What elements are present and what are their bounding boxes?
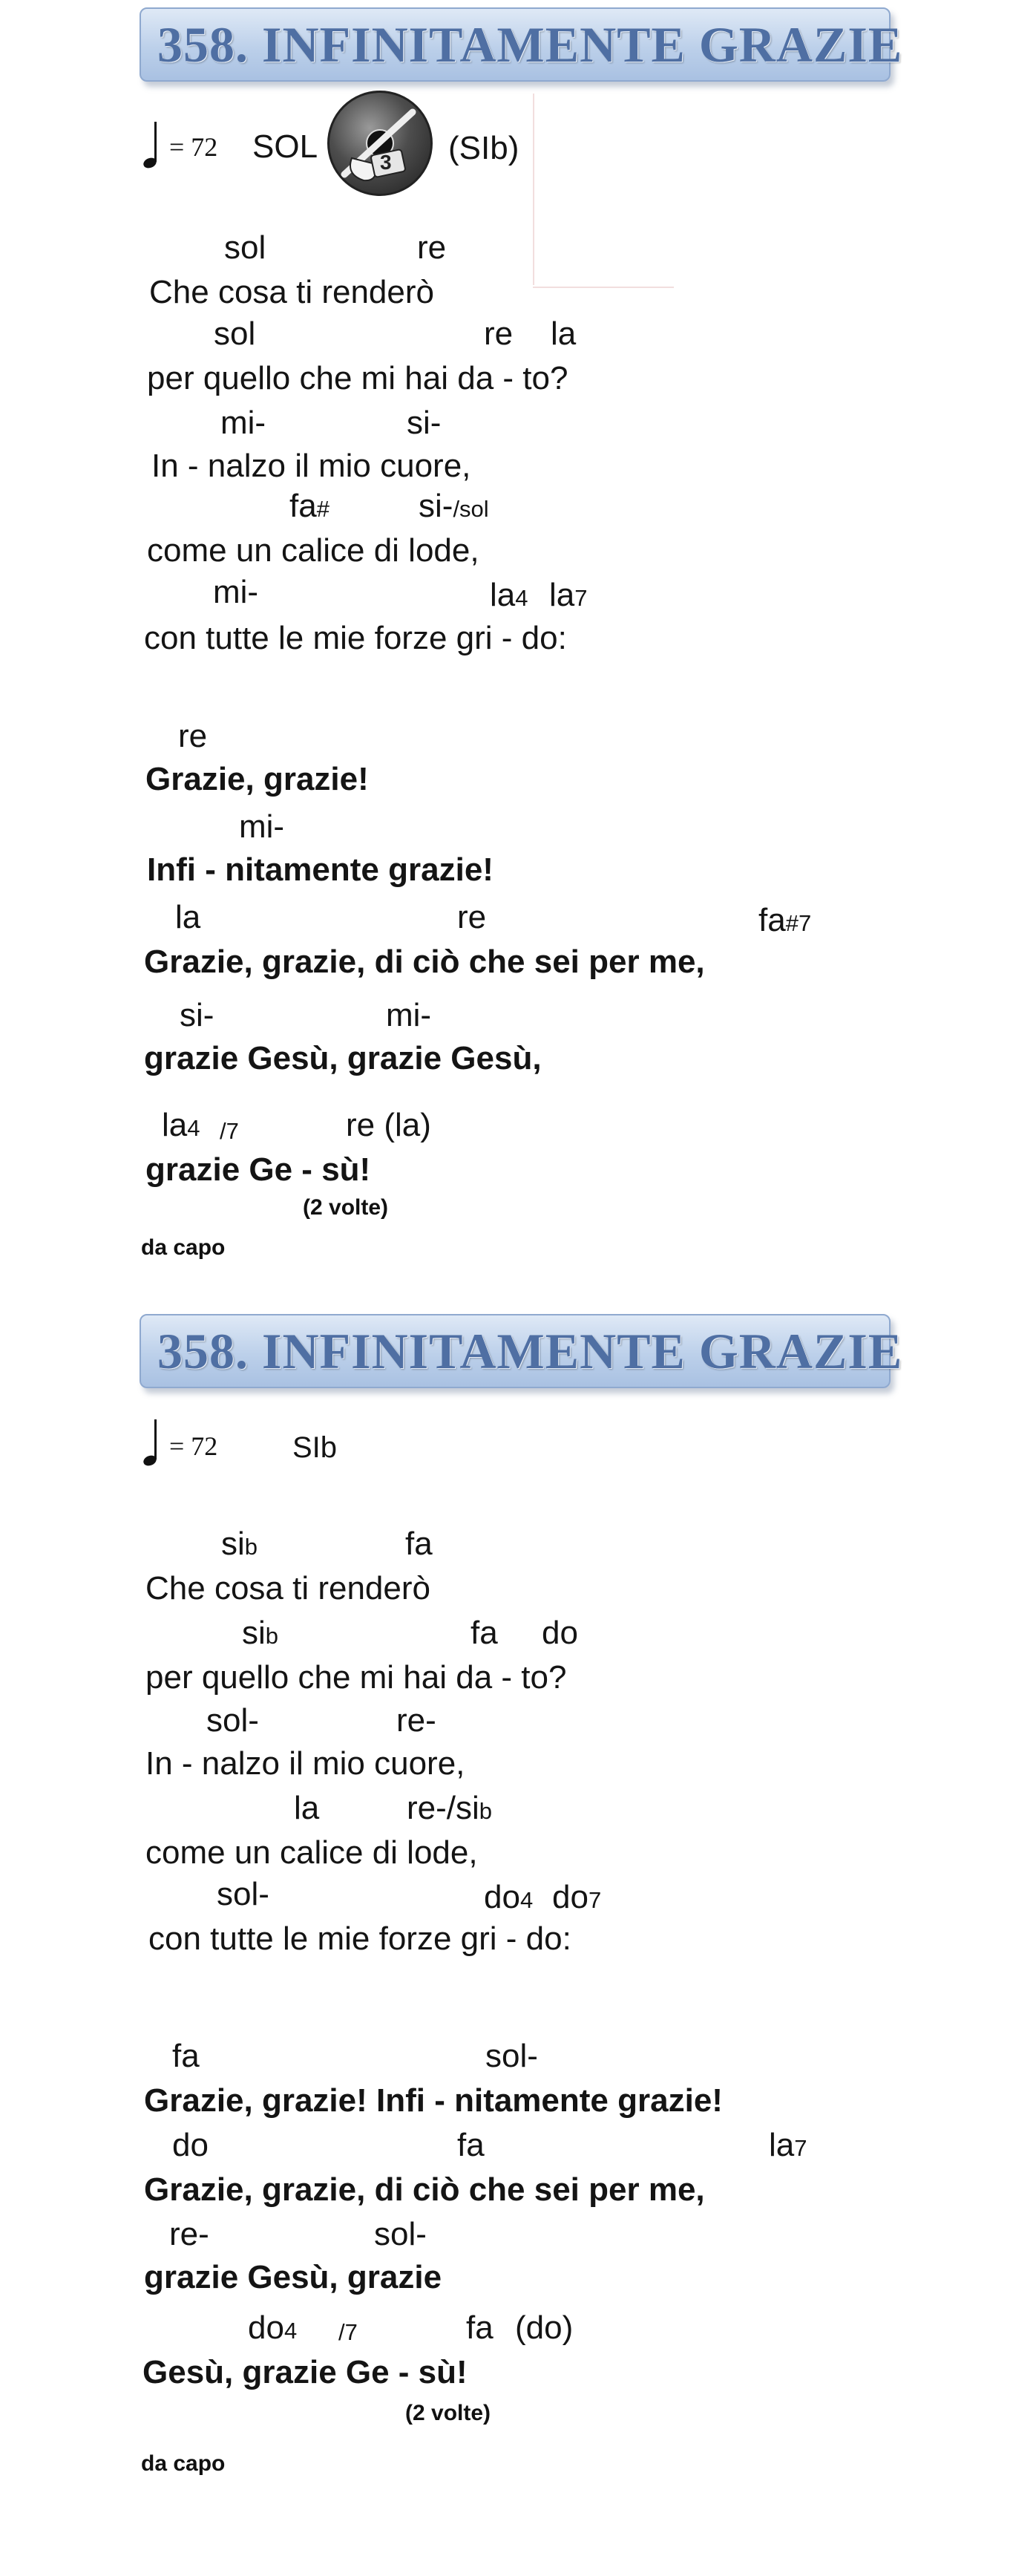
lyric-line: per quello che mi hai da - to? xyxy=(145,1659,567,1696)
chord: sol- xyxy=(485,2038,538,2074)
lyric-line: In - nalzo il mio cuore, xyxy=(145,1745,465,1782)
key-label-1: SOL xyxy=(252,128,318,165)
refrain-line: grazie Gesù, grazie xyxy=(144,2259,442,2295)
tempo-value-2: = 72 xyxy=(169,1431,218,1461)
chord: mi- xyxy=(386,997,432,1033)
lyric-line: In - nalzo il mio cuore, xyxy=(151,448,471,484)
chord: sol xyxy=(214,316,256,352)
repeat-note-2: (2 volte) xyxy=(405,2401,491,2425)
refrain-line: Grazie, grazie! Infi - nitamente grazie! xyxy=(144,2082,723,2119)
chord: fa#7 xyxy=(758,902,812,938)
refrain-line: Grazie, grazie! xyxy=(145,761,369,797)
lyric-line: Che cosa ti renderò xyxy=(145,1570,430,1606)
chord: re (la) xyxy=(346,1107,431,1143)
chord: re xyxy=(178,718,208,754)
chord: la7 xyxy=(769,2127,807,2163)
chord: re xyxy=(417,229,447,266)
chord: fa# xyxy=(289,488,330,524)
lyric-line: Che cosa ti renderò xyxy=(149,274,434,310)
da-capo-2: da capo xyxy=(141,2451,226,2476)
chord: la xyxy=(551,316,577,352)
chord: mi- xyxy=(213,574,259,610)
chord: re-/sib xyxy=(407,1790,493,1826)
da-capo-1: da capo xyxy=(141,1235,226,1260)
chord: sib xyxy=(242,1615,279,1651)
cd-number: 3 xyxy=(380,151,392,174)
refrain-line: grazie Gesù, grazie Gesù, xyxy=(144,1040,542,1076)
song-title-1: 358. INFINITAMENTE GRAZIE xyxy=(157,16,903,73)
chord: re- xyxy=(169,2216,209,2252)
lyric-line: come un calice di lode, xyxy=(145,1834,478,1871)
chord: sol- xyxy=(374,2216,427,2252)
chord: do4 xyxy=(484,1879,534,1915)
chord: fa xyxy=(471,1615,498,1651)
refrain-line: Grazie, grazie, di ciò che sei per me, xyxy=(144,944,705,980)
lyric-line: come un calice di lode, xyxy=(147,532,479,569)
chord: fa xyxy=(405,1526,433,1562)
chord: do7 xyxy=(552,1879,602,1915)
chord: (do) xyxy=(515,2309,574,2346)
chord: sol- xyxy=(206,1702,259,1739)
cd-guitar-icon xyxy=(327,91,433,196)
chord: si-/sol xyxy=(419,488,489,524)
refrain-line: Grazie, grazie, di ciò che sei per me, xyxy=(144,2171,705,2208)
refrain-line: Gesù, grazie Ge - sù! xyxy=(142,2354,468,2390)
chord: la4 xyxy=(490,577,528,613)
chord: sol xyxy=(224,229,266,266)
title-banner-1 xyxy=(140,7,903,82)
lyric-line: con tutte le mie forze gri - do: xyxy=(144,620,567,656)
chord: fa xyxy=(457,2127,485,2163)
chord: la4 xyxy=(162,1107,200,1143)
chord: la7 xyxy=(549,577,588,613)
chord: re xyxy=(484,316,514,352)
chord: re xyxy=(457,899,487,935)
alt-key-label: (SIb) xyxy=(448,130,519,166)
chord: si- xyxy=(180,997,214,1033)
chord: mi- xyxy=(220,405,266,441)
chord: /7 xyxy=(338,2319,358,2345)
tempo-value-1: = 72 xyxy=(169,132,218,162)
chord: la xyxy=(294,1790,320,1826)
refrain-line: Infi - nitamente grazie! xyxy=(147,851,494,888)
refrain-line: grazie Ge - sù! xyxy=(145,1151,371,1188)
chord: re- xyxy=(396,1702,436,1739)
chord: sol- xyxy=(217,1876,269,1912)
chord: sib xyxy=(221,1526,258,1562)
chord: /7 xyxy=(220,1118,239,1144)
chord: la xyxy=(175,899,201,935)
chord: fa xyxy=(172,2038,200,2074)
chord: si- xyxy=(407,405,442,441)
chord: mi- xyxy=(239,808,285,845)
chord: do4 xyxy=(248,2309,298,2346)
title-banner-2 xyxy=(140,1314,903,1388)
lyric-line: per quello che mi hai da - to? xyxy=(147,360,568,396)
chord: fa xyxy=(466,2309,494,2346)
key-label-2: SIb xyxy=(292,1431,338,1464)
chord: do xyxy=(172,2127,209,2163)
chord: do xyxy=(542,1615,578,1651)
lyric-line: con tutte le mie forze gri - do: xyxy=(148,1920,571,1957)
repeat-note-1: (2 volte) xyxy=(303,1195,389,1220)
song-title-2: 358. INFINITAMENTE GRAZIE xyxy=(157,1323,903,1379)
